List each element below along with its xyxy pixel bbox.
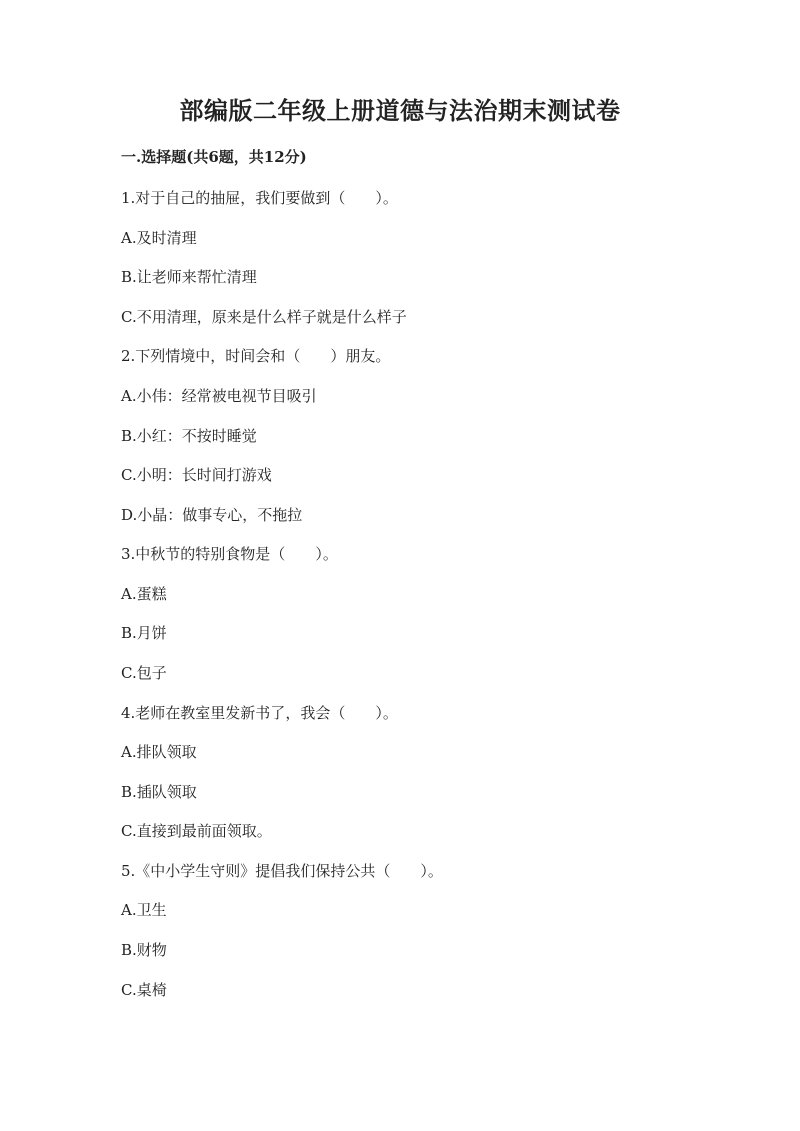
section-heading: 一.选择题(共6题，共12分) (121, 148, 307, 166)
question-4-option-a: A.排队领取 (121, 743, 197, 761)
question-3-option-a: A.蛋糕 (121, 585, 167, 603)
question-2-stem: 2.下列情境中，时间会和（ ）朋友。 (121, 347, 391, 365)
question-2-option-d: D.小晶：做事专心，不拖拉 (121, 506, 303, 524)
page-title: 部编版二年级上册道德与法治期末测试卷 (179, 96, 621, 125)
question-2-option-a: A.小伟：经常被电视节目吸引 (121, 387, 317, 405)
question-3-stem: 3.中秋节的特别食物是（ ）。 (121, 545, 338, 563)
question-2-option-c: C.小明：长时间打游戏 (121, 466, 272, 484)
question-5-option-c: C.桌椅 (121, 981, 167, 999)
question-3-option-b: B.月饼 (121, 624, 167, 642)
question-1-option-b: B.让老师来帮忙清理 (121, 268, 257, 286)
question-4-stem: 4.老师在教室里发新书了，我会（ ）。 (121, 704, 398, 722)
question-1-stem: 1.对于自己的抽屉，我们要做到（ ）。 (121, 189, 398, 207)
question-5-stem: 5.《中小学生守则》提倡我们保持公共（ ）。 (121, 862, 443, 880)
question-4-option-b: B.插队领取 (121, 783, 197, 801)
question-5-option-b: B.财物 (121, 941, 167, 959)
question-3-option-c: C.包子 (121, 664, 167, 682)
question-1-option-a: A.及时清理 (121, 229, 197, 247)
question-4-option-c: C.直接到最前面领取。 (121, 822, 272, 840)
question-2-option-b: B.小红：不按时睡觉 (121, 427, 257, 445)
question-5-option-a: A.卫生 (121, 901, 167, 919)
question-1-option-c: C.不用清理，原来是什么样子就是什么样子 (121, 308, 407, 326)
